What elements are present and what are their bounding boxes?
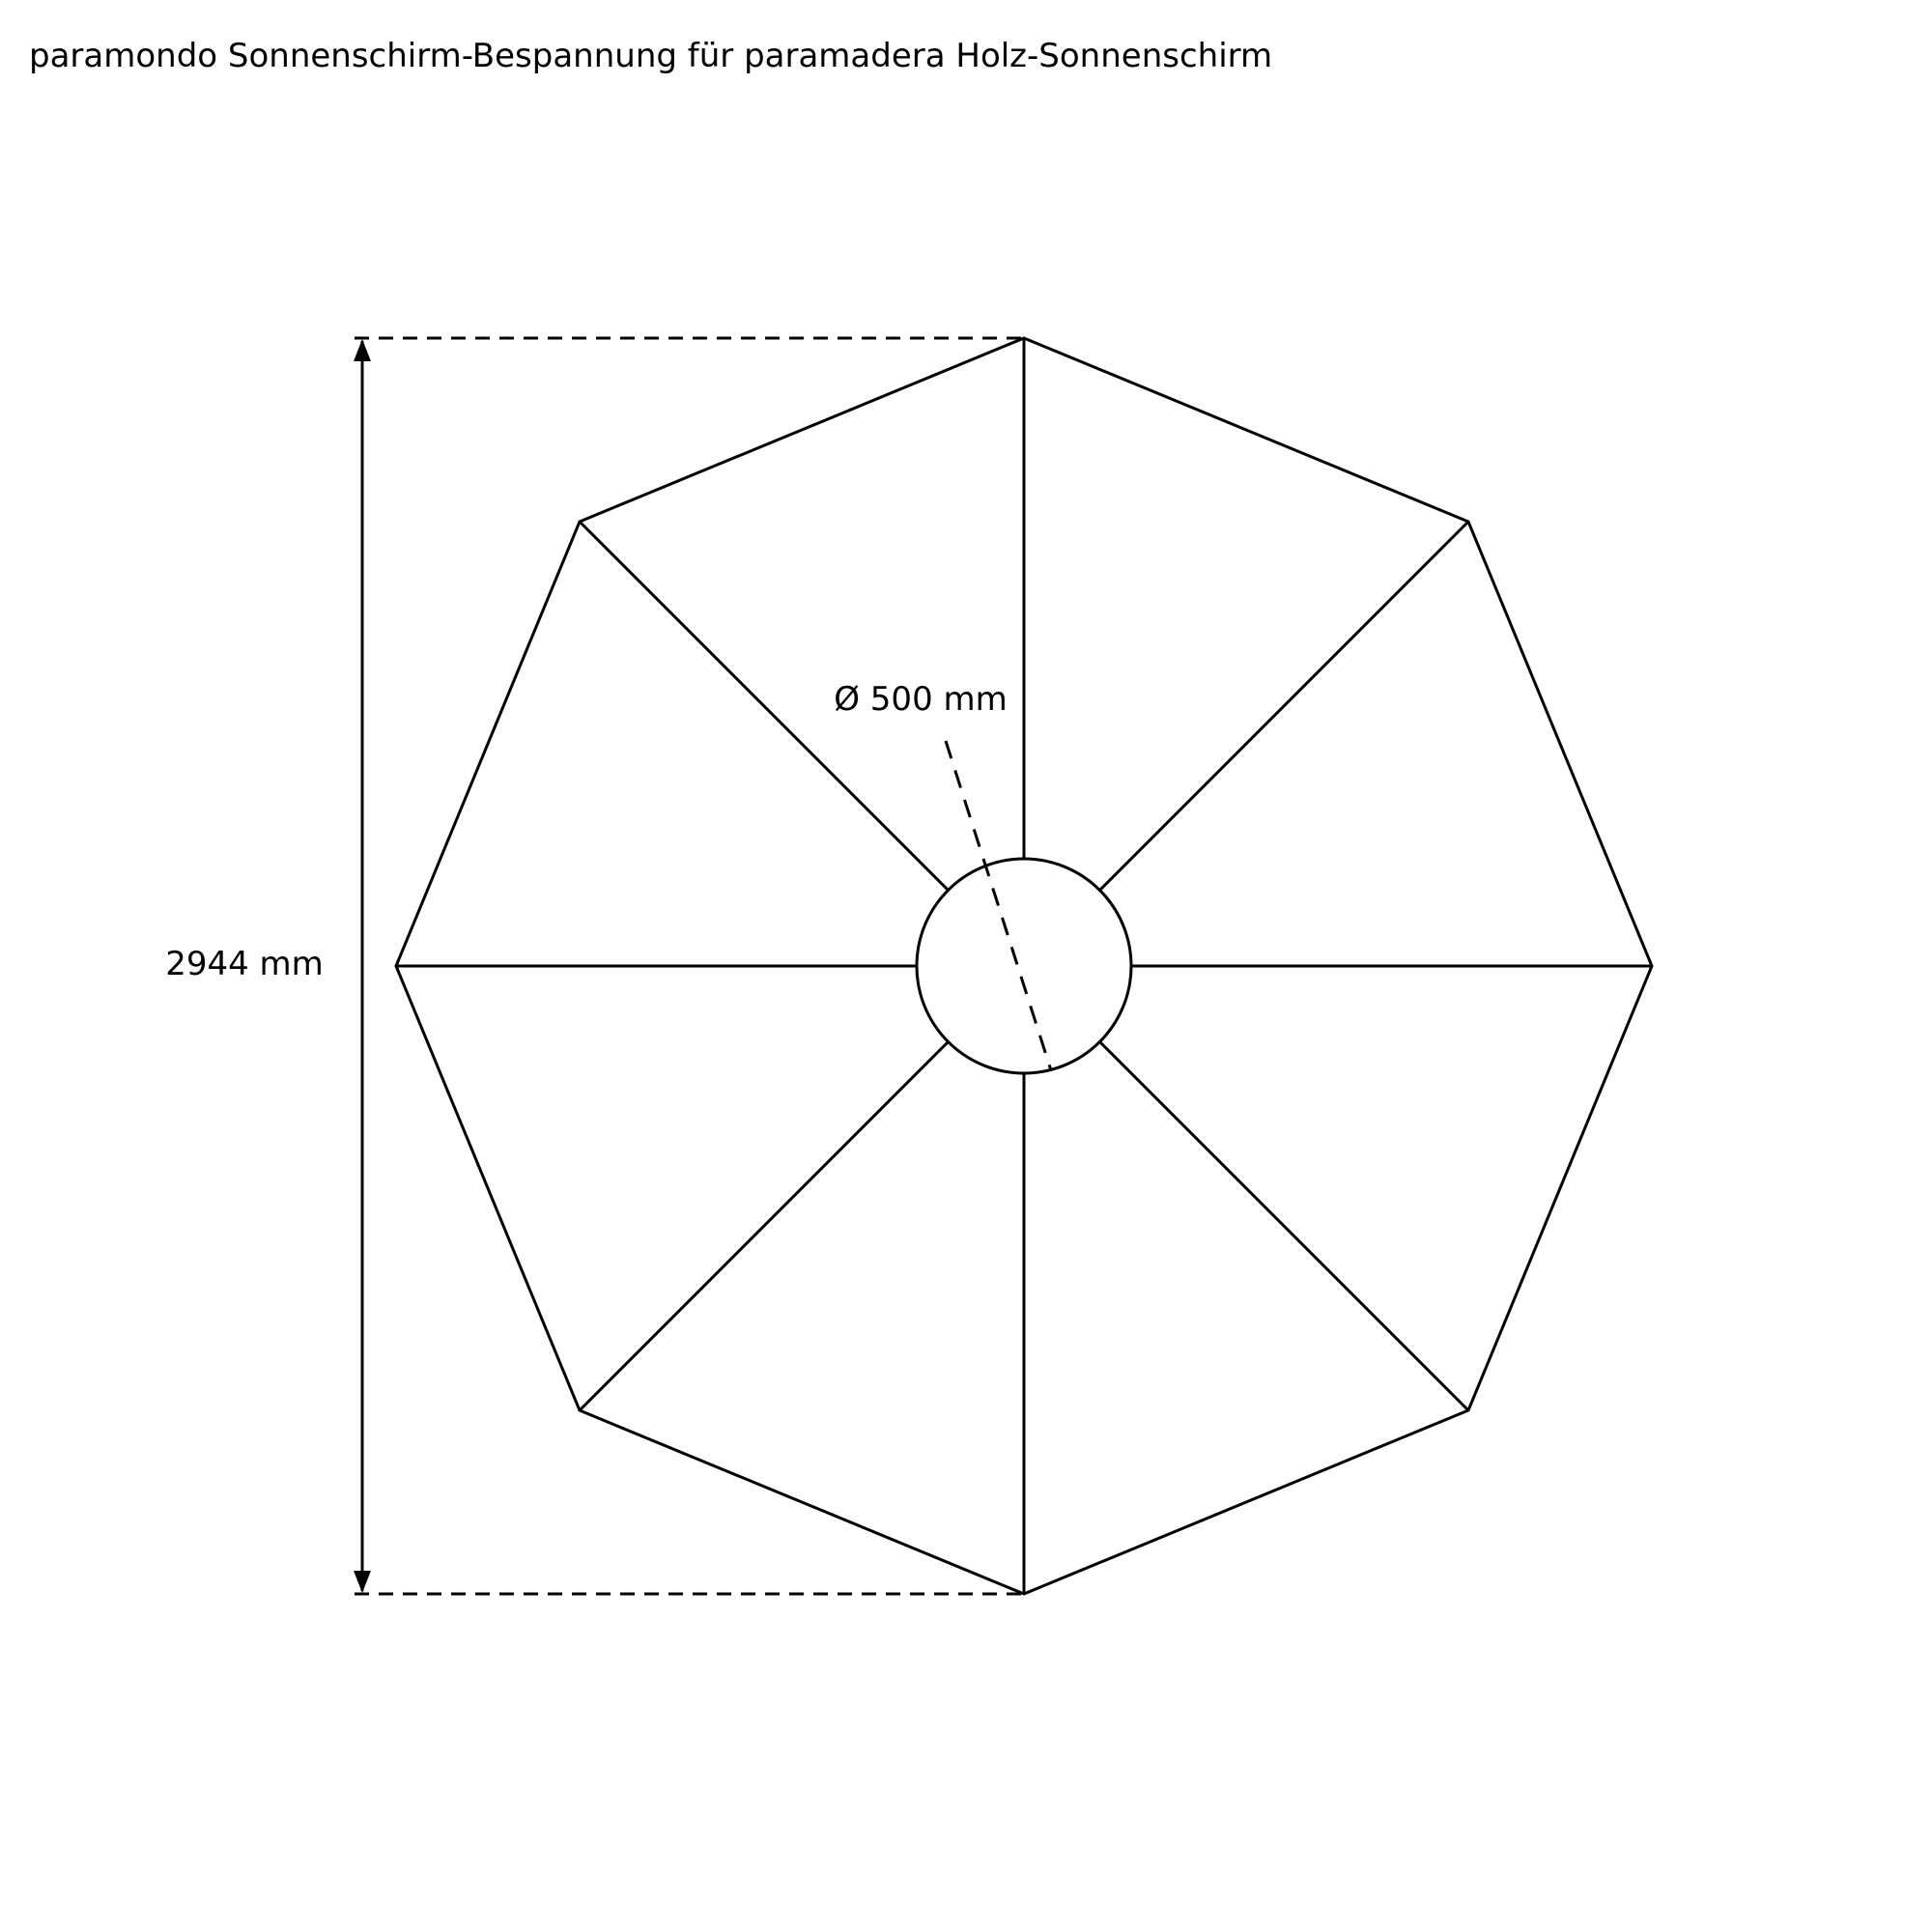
canopy-rib-bottom-left xyxy=(580,1042,949,1411)
diameter-label: Ø 500 mm xyxy=(834,680,1008,719)
center-circle xyxy=(917,859,1131,1073)
canopy-rib-bottom-right xyxy=(1100,1042,1469,1411)
arrow-up-icon xyxy=(354,339,371,361)
canopy-rib-top-right xyxy=(1100,522,1469,891)
diameter-indicator-line xyxy=(946,741,1051,1070)
height-label: 2944 mm xyxy=(165,945,324,983)
page-title: paramondo Sonnenschirm-Bespannung für paramadera Holz-Sonnenschirm xyxy=(29,37,1273,75)
arrow-down-icon xyxy=(354,1571,371,1593)
